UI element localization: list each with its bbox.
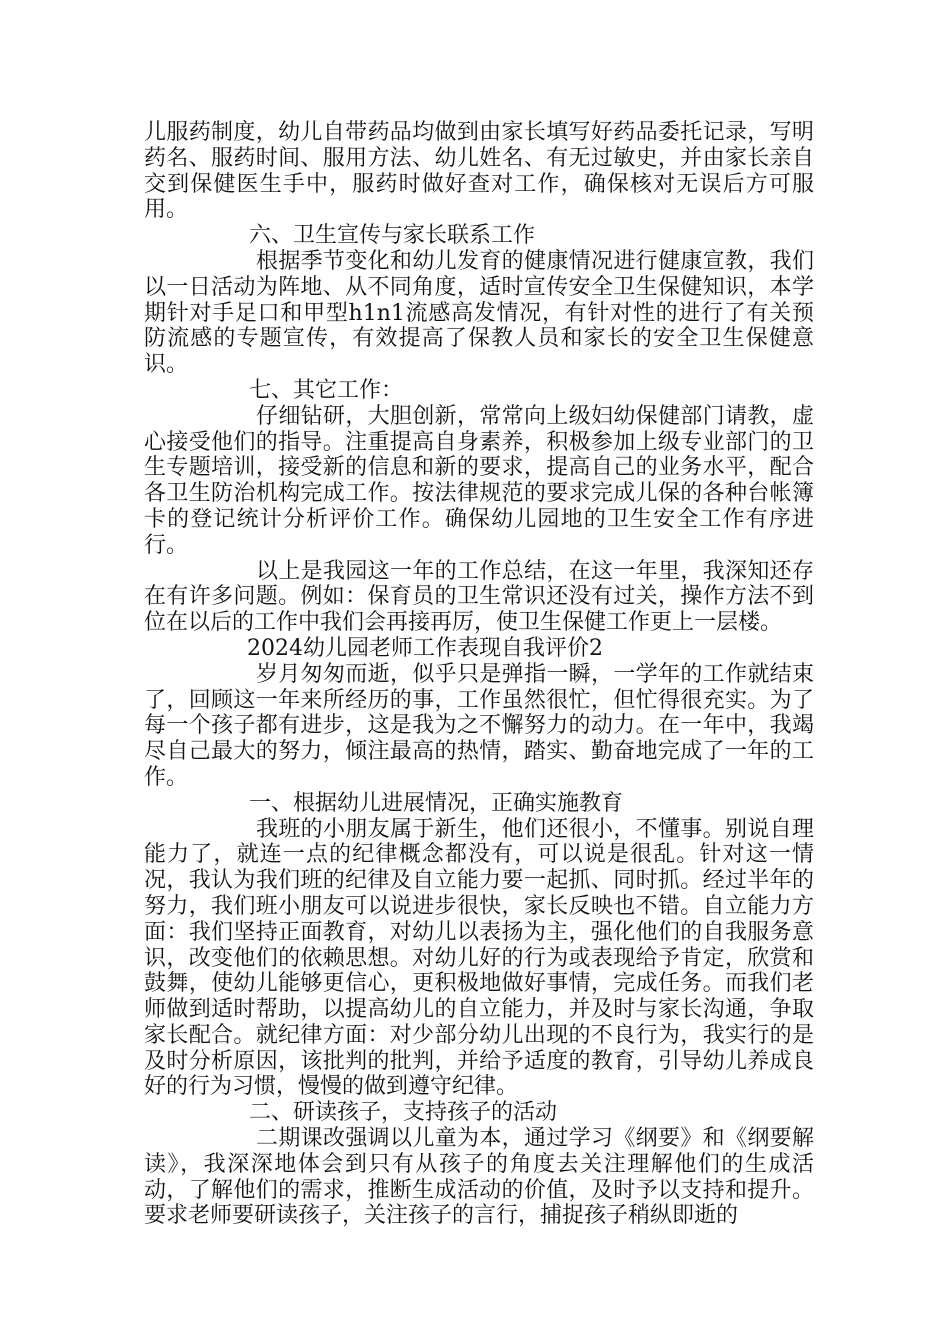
section-heading-education: 一、根据幼儿进展情况，正确实施教育 xyxy=(249,790,624,816)
paragraph-year-review: 岁月匆匆而逝，似乎只是弹指一瞬，一学年的工作就结束了，回顾这一年来所经历的事，工作虽然很忙，但忙得很充实。为了每一个孩子都有进步，这是我为之不懈努力的动力。在一年中，我竭尽自己最大的努力，倾注最高的热情，踏实、勤奋地完成了一年的工作。 xyxy=(144,661,814,790)
paragraph-curriculum-reform: 二期课改强调以儿童为本，通过学习《纲要》和《纲要解读》，我深深地体会到只有从孩子的角度去关注理解他们的生成活动，了解他们的需求，推断生成活动的价值，及时予以支持和提升。要求老师要研读孩子，关注孩子的言行，捕捉孩子稍纵即逝的 xyxy=(144,1126,814,1229)
paragraph-medication-policy: 儿服药制度，幼儿自带药品均做到由家长填写好药品委托记录，写明药名、服药时间、服用方法、幼儿姓名、有无过敏史，并由家长亲自交到保健医生手中，服药时做好查对工作，确保核对无误后方可服用。 xyxy=(144,120,814,223)
paragraph-class-discipline: 我班的小朋友属于新生，他们还很小，不懂事。别说自理能力了，就连一点的纪律概念都没有，可以说是很乱。针对这一情况，我认为我们班的纪律及自立能力要一起抓、同时抓。经过半年的努力，我们班小朋友可以说进步很快，家长反映也不错。自立能力方面：我们坚持正面教育，对幼儿以表扬为主，强化他们的自我服务意识，改变他们的依赖思想。对幼儿好的行为或表现给予肯定，欣赏和鼓舞，使幼儿能够更信心，更积极地做好事情，完成任务。而我们老师做到适时帮助，以提高幼儿的自立能力，并及时与家长沟通，争取家长配合。就纪律方面：对少部分幼儿出现的不良行为，我实行的是及时分析原因，该批判的批判，并给予适度的教育，引导幼儿养成良好的行为习惯，慢慢的做到遵守纪律。 xyxy=(144,816,814,1100)
section-heading-other-work: 七、其它工作： xyxy=(249,377,404,403)
document-body xyxy=(144,120,814,1229)
section-heading-study-children: 二、研读孩子，支持孩子的活动 xyxy=(249,1100,558,1126)
section-heading-hygiene-publicity: 六、卫生宣传与家长联系工作 xyxy=(249,223,536,249)
paragraph-health-education: 根据季节变化和幼儿发育的健康情况进行健康宣教，我们以一日活动为阵地、从不同角度，适时宣传安全卫生保健知识，本学期针对手足口和甲型h1n1流感高发情况，有针对性的进行了有关预防流感的专题宣传，有效提高了保教人员和家长的安全卫生保健意识。 xyxy=(144,248,814,378)
document-title: 2024幼儿园老师工作表现自我评价2 xyxy=(247,635,603,661)
paragraph-summary: 以上是我园这一年的工作总结，在这一年里，我深知还存在有许多问题。例如：保育员的卫生常识还没有过关，操作方法不到位在以后的工作中我们会再接再厉，使卫生保健工作更上一层楼。 xyxy=(144,558,814,636)
paragraph-other-work: 仔细钻研，大胆创新，常常向上级妇幼保健部门请教，虚心接受他们的指导。注重提高自身素养，积极参加上级专业部门的卫生专题培训，接受新的信息和新的要求，提高自己的业务水平，配合各卫生防治机构完成工作。按法律规范的要求完成儿保的各种台帐簿卡的登记统计分析评价工作。确保幼儿园地的卫生安全工作有序进行。 xyxy=(144,403,814,558)
